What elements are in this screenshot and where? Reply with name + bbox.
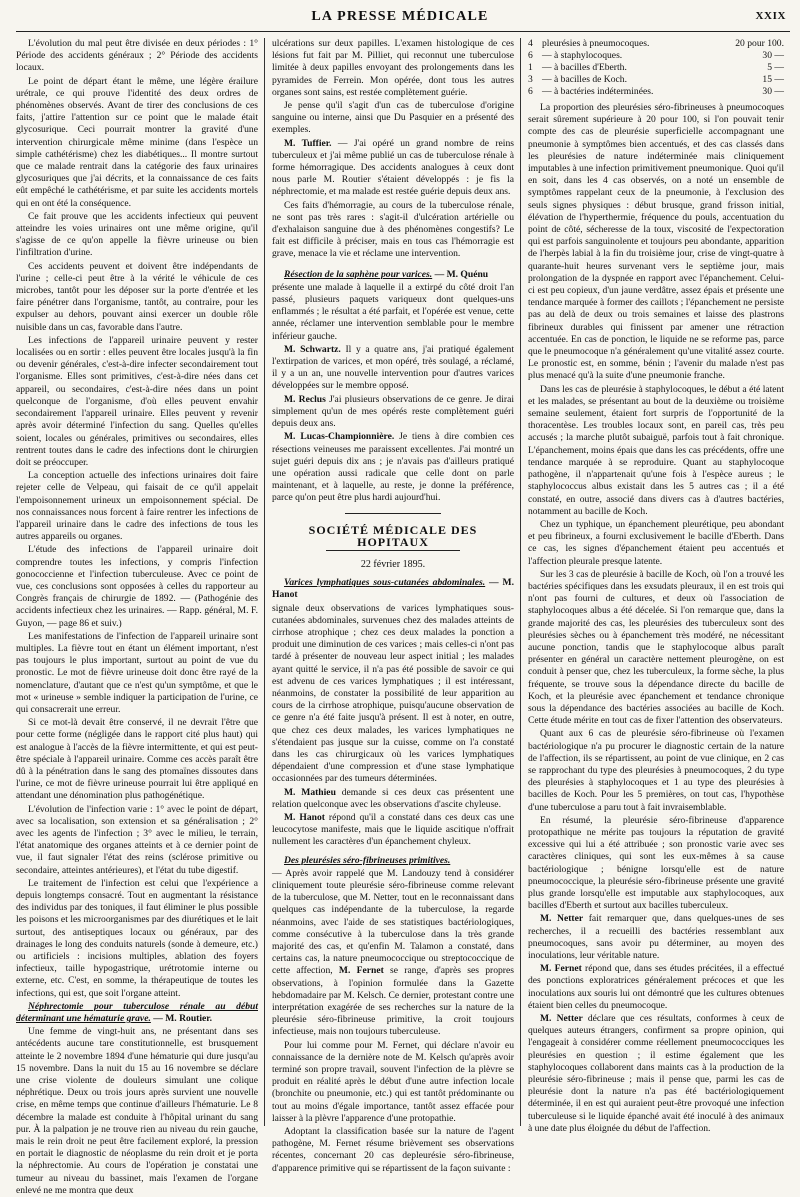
stats-label: — à bacilles d'Eberth. (542, 62, 627, 73)
paragraph (272, 787, 514, 811)
page-number: XXIX (755, 10, 786, 22)
stats-label: pleurésies à pneumocoques. (542, 38, 650, 49)
section-heading: Néphrectomie pour tuberculose rénale au début déterminant une hématurie grave. — M. Routier. (16, 1000, 258, 1025)
speech-text: demande si ces deux cas présentent une relation quelconque avec les observations d'ascite chyleuse. (272, 786, 514, 810)
stats-count: 3 (528, 74, 533, 85)
stats-count: 6 (528, 86, 533, 97)
stats-label: — à bactéries indéterminées. (542, 86, 654, 97)
paragraph: Le point de départ étant le même, une légère érailure urétrale, ce qui prouve l'identité des deux ordres de phénomènes observés. Avant de tirer des conclusions de ces faits, j'attire l'attention sur ce point que le malade était glycosurique. Ceci pourrait montrer la gravité d'une intervention chirurgicale même minime (dans l'espèce un simple cathétérisme) chez les diabétiques... Il montre surtout que ce malade rentrait dans la catégorie des faux urinaires glycosuriques que j'ai décrits, et la connaissance de ces faits eût empêché le cathétérisme, et par suite les accidents mortels qui en ont été la conséquence. (16, 75, 258, 209)
speech-text: se range, d'après ses propres observations, à l'opinion formulée dans la Gazette hebdomadaire par M. Kelsch. Ce dernier, protestant contre une interprétation exagérée de ses recherches sur la nature de la pleurésie séro-fibrineuse primitive, la croit toujours infectieuse, mais non toujours tuberculeuse. (272, 965, 514, 1038)
column-2 (272, 38, 515, 1174)
speaker-name: M. Mathieu (284, 786, 336, 798)
column-divider (520, 38, 521, 1126)
paragraph: Ce fait prouve que les accidents infectieux qui peuvent atteindre les voies urinaires ont une même origine, qu'il s'agisse de ce qu'on appelle la fièvre urineuse ou bien l'infiltration d'urine. (16, 210, 258, 259)
stats-count: 4 (528, 38, 533, 49)
paragraph (272, 394, 514, 431)
speaker-name: M. Fernet (338, 965, 384, 977)
paragraph (272, 868, 514, 1039)
paragraph: Quant aux 6 cas de pleurésie séro-fibrineuse où l'examen bactériologique n'a pu procurer le diagnostic certain de la nature de l'affection, ils se répartissent, au point de vue clinique, en 2 cas se rapprochant du type des pleurésies à pneumocoques, 2 du type des pleurésies à staphylocoques et 1 au type des pleurésies à bacilles de Koch. Pour les 5 premières, on tout cas, l'hypothèse d'une tuberculose a paru tout à fait invraisemblable. (528, 728, 784, 813)
paragraph (272, 431, 514, 504)
column-3 (528, 38, 784, 1134)
speaker-name: M. Lucas-Championnière. (284, 431, 395, 443)
speaker-name: M. Fernet (540, 963, 582, 975)
speaker-name: M. Netter (540, 1013, 583, 1025)
stats-row (528, 62, 784, 74)
speech-text: déclare que ces résultats, conformes à ceux de quelques auteurs étrangers, confirment sa propre opinion, qui l'engageait à considérer comme réellement pneumococciques les pleurésies en question ; il estime également que les staphylocoques collaborent dans maints cas à la production de la pleurésie séro-fibrineuse ; mais il pense que, parmi les cas de pleurésie dont la nature n'a pas été bactériologiquement déterminée, il en est qui auraient peut-être provoqué une infection tuberculeuse si le liquide épanché avait été inoculé à des animaux à une date plus éloignée du début de l'affection. (528, 1013, 784, 1134)
section-heading: Résection de la saphène pour varices. — M. Quénu (284, 268, 489, 280)
speaker-name: M. Schwartz. (284, 343, 341, 355)
society-name: SOCIÉTÉ MÉDICALE DES HOPITAUX (308, 522, 478, 549)
speech-text: répond qu'il a constaté dans ces deux cas une leucocytose manifeste, mais que le liquide ascitique n'offrait nullement les caractères d'un épanchement chyleux. (272, 811, 514, 848)
stats-percent: 30 — (762, 50, 784, 61)
stats-label: — à staphylocoques. (542, 50, 623, 61)
section-heading (272, 855, 514, 867)
speaker-name: M. Tuffier. (284, 137, 332, 149)
paragraph: Ces faits d'hémorragie, au cours de la tuberculose rénale, ne sont pas très rares : s'agit-il d'ulcération artérielle ou d'exhalaison sanguine due à des phénomènes congestifs? Le fait est difficile à préciser, mais en tous cas l'hémorragie est grave, menace la vie et réclame une intervention. (272, 199, 514, 260)
column-divider (264, 38, 265, 1126)
speaker-name: M. Quénu (446, 268, 489, 280)
paragraph (272, 812, 514, 849)
paragraph: Le traitement de l'infection est celui que l'expérience a depuis longtemps consacré. Tout en augmentant la résistance des individus par des toniques, il faut éliminer le plus possible les poisons et les microorganismes par des diurétiques et le lait surtout, des antiseptiques locaux ou généraux, par des drainages le long des conduits naturels (sonde à demeure, etc.) ou artificiels : incisions multiples, ablation des foyers infectieux, taille hypogastrique, urétrotomie interne ou externe, etc. C'est, en somme, la thérapeutique de toutes les infections, qui est, que soit l'organe atteint. (16, 877, 258, 999)
paragraph: Chez un typhique, un épanchement pleurétique, peu abondant et peu fibrineux, a fourni exclusivement le bacille d'Eberth. Dans ce cas, les signes d'épanchement étaient peu accentués et l'affection pleurale presque latente. (528, 518, 784, 567)
paragraph: La proportion des pleurésies séro-fibrineuses à pneumocoques serait sûrement supérieure à 20 pour 100, si l'on pouvait tenir compte des cas de pleurésie superficielle accompagnant une pneumonie à symptômes bien accentués, et des cas classés dans les pleurésies de nature indéterminée mais cliniquement imputables à une infection primitivement pneumonique. Quoi qu'il en soit, dans les 4 cas observés, on a noté un ensemble de symptômes rappelant ceux de la pneumonie, à l'exclusion des seuls signes physiques : début brusque, grand frisson initial, élévation de l'hyperthermie, fréquence du pouls, accentuation du point de côté, sécheresse de la toux, viscosité de l'expectoration qui est parfois sanguinolente et toujours peu abondante, apparition de l'herpès labial à la fin du troisième jour, crise de vingt-quatre à quarante-huit heures survenant vers le septième jour, mais prolongation de la dyspnée en rapport avec l'épanchement. Celui-ci est peu copieux, d'un jaune verdâtre, assez épais et présente une tendance marquée à former des caillots ; l'épanchement ne persiste pas au delà de deux ou trois semaines et laisse des plastrons fibrineux durables qui finissent par amener une rétraction accentuée. En cas de ponction, le liquide ne se reforme pas, parce que le pneumocoque n'a généralement qu'une vitalité assez courte. Le pronostic est, en somme, bénin ; l'avenir du malade n'est pas plus menacé qu'à la suite d'une pneumonie franche. (528, 102, 784, 382)
paragraph: Ces accidents peuvent et doivent être indépendants de l'urine ; celle-ci peut être à la vérité le véhicule de ces microbes, tantôt pour les déposer sur la porte d'entrée et les faire pénétrer dans l'organisme, tantôt, au contraire, pour les expulser au dehors, pouvant ainsi exercer un double rôle nuisible dans un cas, favorable dans l'autre. (16, 260, 258, 333)
speech-text: fait remarquer que, dans quelques-unes de ses recherches, il a recueilli des bactéries ressemblant aux pneumocoques, sans avoir pu déterminer, au moyen des inoculations, leur véritable nature. (528, 913, 784, 962)
stats-count: 6 (528, 50, 533, 61)
speaker-name: M. Hanot (284, 811, 325, 823)
paragraph (272, 138, 514, 199)
section-title: Varices lymphatiques sous-cutanées abdominales. (284, 577, 486, 589)
speaker-name: M. Netter (540, 913, 584, 925)
speech-text: — Après avoir rappelé que M. Landouzy tend à considérer cliniquement toute pleurésie séro-fibrineuse comme relevant de la tuberculose, que M. Netter, tout en le reconnaissant dans quelques cas indépendante de la tuberculose, la regarde néanmoins, avec l'aide de ses statistiques bactériologiques, comme consécutive à la tuberculose dans la très grande majorité des cas, et qu'enfin M. Talamon a constaté, dans certains cas, la nature pneumococcique ou streptococcique de cette affection, (272, 867, 514, 977)
section-title: Néphrectomie pour tuberculose rénale au début déterminant une hématurie grave. (16, 1000, 258, 1025)
paragraph: Les infections de l'appareil urinaire peuvent y rester localisées ou en sortir : elles peuvent être locales jusqu'à la fin ou devenir générales, c'est-à-dire infecter secondairement tout l'organisme. Elles sont primitives, c'est-à-dire nées dans cet appareil, ou secondaires, c'est-à-dire nées dans un point quelconque de l'organisme, d'où elles peuvent envahir secondairement l'appareil urinaire. Elles peuvent y revenir après avoir déterminé l'infection du sang. Quelles qu'elles soient, locales ou générales, primitives ou secondaires, elles rentrent toutes dans le cadre des infections dont le chirurgien doit se préoccuper. (16, 334, 258, 468)
paragraph: Adoptant la classification basée sur la nature de l'agent pathogène, M. Fernet résume brièvement ses observations récentes, concernant 20 cas depleurésie séro-fibrineuse, d'apparence primitive qui se répartissent de la façon suivante : (272, 1126, 514, 1174)
header-rule (16, 31, 790, 32)
separator-rule (326, 550, 459, 551)
speech-text: répond que, dans ses études précitées, il a effectué des ponctions exploratrices généralement précoces et que les inoculations aux souris lui ont démontré que les cultures obtenues étaient bien celles du pneumocoque. (528, 963, 784, 1011)
speaker-name: M. Routier. (165, 1013, 213, 1025)
paragraph (528, 913, 784, 962)
paragraph: Je pense qu'il s'agit d'un cas de tuberculose d'origine sanguine ou interne, ainsi que Du Pasquier en a présenté des exemples. (272, 100, 514, 136)
paragraph: Une femme de vingt-huit ans, ne présentant dans ses antécédents aucune tare constitutionnelle, est brusquement atteinte le 2 novembre 1894 d'une hématurie qui dure jusqu'au 15 novembre. Dans la nuit du 15 au 16 novembre se déclare une crise violente de douleurs simulant une colique néphrétique. Deux ou trois jours après survient une nouvelle crise, en même temps que continue d'ailleurs l'hématurie. Le 8 décembre la malade est conduite à l'hôpital urinant du sang pur. À la palpation je ne trouve rien au niveau du rein gauche, mais le rein droit ne peut être facilement exploré, la pression en portait le diagnostic de néoplasme du rein droit et je porta la néphrectomie. Au cours de l'opération je constatai une tumeur au niveau du bassinet, mais l'examen de l'organe enlevé ne me montra que deux (16, 1026, 258, 1196)
paragraph: Les manifestations de l'infection de l'appareil urinaire sont multiples. La fièvre tout en étant un élément important, n'est pas toujours le plus important, surtout au point de vue du pronostic. Le mot de fièvre urineuse doit donc être rayé de la nomenclature, d'autant que ce n'est qu'un symptôme, et que le mot « urineuse » semble indiquer la participation de l'urine, ce qui consacrerait une erreur. (16, 630, 258, 715)
speaker-name: M. Hanot (272, 577, 515, 601)
paragraph: En résumé, la pleurésie séro-fibrineuse d'apparence protopathique ne mérite pas toujours la réputation de gravité excessive qui lui a été attribuée ; son pronostic varie avec ses caractères cliniques, qui sont les eux-mêmes à sa cause bactériologique ; bénigne lorsqu'elle est de nature pneumococcique, la pleurésie séro-fibrineuse présente une gravité plus grande lorsqu'elle est imputable aux staphylocoques, aux bacilles d'Eberth et surtout aux bacilles tuberculeux. (528, 814, 784, 912)
stats-percent: 30 — (762, 86, 784, 97)
paragraph: L'évolution de l'infection varie : 1° avec le point de départ, avec sa localisation, son extension et sa généralisation ; 2° avec les agents de l'infection ; 3° avec le milieu, le terrain, l'état anatomique des organes atteints et à ce dernier point de vue, il faut signaler l'état des reins (sclérose primitive ou secondaire, atteintes antérieures), et l'état du tube digestif. (16, 803, 258, 876)
section-title: Résection de la saphène pour varices. (284, 268, 433, 280)
speech-text: — J'ai opéré un grand nombre de reins tuberculeux et j'ai même publié un cas de tuberculose rénale à forme hémorragique. Des accidents analogues à ceux dont nous parle M. Routier s'étaient développés : je fis la néphrectomie, et ma malade est restée guérie depuis deux ans. (272, 137, 514, 198)
speech-text: Je tiens à dire combien ces résections veineuses me paraissent excellentes. J'ai montré un sujet guéri depuis dix ans ; je n'avais pas d'ailleurs pratiqué une opération aussi radicale que celle dont on parle maintenant, et à laquelle, au reste, je donne la préférence, parce qu'on peut être plus hardi aujourd'hui. (272, 431, 515, 504)
paragraph: L'étude des infections de l'appareil urinaire doit comprendre toutes les infections, y compris l'infection gonococcienne et l'infection tuberculeuse. Avec ce point de vue, ces conclusions sont opposées à celles du rapporteur au Congrès français de chirurgie de 1892. — (Pathogénie des accidents infectieux chez les urinaires. — Rapp. général, M. F. Guyon, — page 86 et suiv.) (16, 544, 258, 629)
paragraph: Sur les 3 cas de pleurésie à bacille de Koch, où l'on a trouvé les bactéries spécifiques dans les exsudats pleuraux, il en est trois qui n'ont pas fourni de cultures, et deux où l'association de staphylocoques albus a été décelée. Si l'on remarque que, dans la grande majorité des cas, les pleurésies des tuberculeux sont des pleurésies sèches ou à épanchement très modéré, ne nécessitant aucune ponction, tandis que le staphylocoque albus paraît présenter en général un caractère nettement pleurogène, on est conduit à penser que, chez les tuberculeux, la forme sèche, la plus fréquente, se trouve sous la dépendance directe du bacille de Koch, et la pleurésie avec épanchement et tendance chronique sous la dépendance des bactéries associées au bacille de Koch. Cette étude mérite en tout cas de fixer l'attention des observateurs. (528, 568, 784, 727)
paragraph: ulcérations sur deux papilles. L'examen histologique de ces lésions fut fait par M. Pilliet, qui reconnut une tuberculose limitée à deux papilles envoyant des prolongements dans les pyramides de Ferrein. Mon opérée, dont tous les autres organes sont sains, est restée complètement guérie. (272, 38, 514, 98)
speech-text: J'ai plusieurs observations de ce genre. Je dirai simplement qu'un de mes opérés reste complètement guéri depuis deux ans. (272, 393, 514, 430)
paragraph: Pour lui comme pour M. Fernet, qui déclare n'avoir eu connaissance de la dernière note de M. Kelsch qu'après avoir terminé son propre travail, souvent l'infection de la plèvre se produit en réalité après le début d'une autre infection locale (bronchite ou pneumonie, etc.) qui est tantôt prédominante ou tout au moins d'égale importance, tantôt assez effacée pour laisser à la plèvre l'apparence d'une protopathie. (272, 1039, 514, 1124)
section-title: Des pleurésies séro-fibrineuses primitives. (284, 854, 451, 866)
stats-percent: 5 — (767, 62, 784, 73)
speaker-name: M. Reclus (284, 393, 326, 405)
section-heading: Varices lymphatiques sous-cutanées abdominales. — M. Hanot (272, 577, 515, 601)
paragraph: signale deux observations de varices lymphatiques sous-cutanées abdominales, survenues chez des malades atteints de cirrhose atrophique ; chez ces deux malades la ponction a produit une diminution de ces varices ; mais celles-ci n'ont pas tardé à présenter de nouveau leur aspect initial ; les malades ayant quitté le service, il n'a pas été possible de savoir ce qui est advenu de ces varices lymphatiques ; il est intéressant, néanmoins, de constater la possibilité de leur apparition au cours de la cirrhose atrophique, puisqu'aucune observation de ce genre n'a été faite jusqu'à présent. Il est à noter, en outre, que chez ces deux malades, les varices lymphatiques ne s'étendaient pas jusque sur la cuisse, comme on l'a constaté dans les cas chirurgicaux où les varices lymphatiques dépendaient d'une compression et d'une stase lymphatique occasionnées par des tumeurs déterminées. (272, 602, 514, 785)
paragraph: La conception actuelle des infections urinaires doit faire rejeter celle de Velpeau, qui faisait de ce qu'il appelait l'empoisonnement urineux un empoisonnement spécial. De nos connaissances nous forcent à faire rentrer les infections de l'appareil urinaire dans le cadre des infections de tous les autres appareils ou organes. (16, 470, 258, 543)
paragraph (272, 344, 514, 393)
stats-row (528, 38, 784, 50)
paragraph: L'évolution du mal peut être divisée en deux périodes : 1° Période des accidents généraux ; 2° Période des accidents locaux. (16, 38, 258, 74)
statistics-table (528, 38, 784, 98)
stats-percent: 20 pour 100. (735, 38, 784, 49)
page-header (0, 0, 800, 32)
stats-row (528, 86, 784, 98)
speech-text: Il y a quatre ans, j'ai pratiqué également l'extirpation de varices, et mon opéré, très soulagé, a réclamé, il y a un an, une nouvelle intervention pour d'autres varices développées sur le membre opposé. (272, 343, 514, 392)
paragraph: Si ce mot-là devait être conservé, il ne devrait l'être que pour cette forme (négligée dans le rapport cité plus haut) qui est analogue à l'accès de la fièvre intermittente, et qui est peut-être spéciale à l'appareil urinaire. Comme ces accès paraît être dû à la pénétration dans le sang des ptomaïnes dissoutes dans l'urine, ce mot de fièvre urineuse pourrait lui être appliqué en attendant une dénomination plus pathogénétique. (16, 717, 258, 802)
separator-rule (345, 513, 442, 514)
stats-row (528, 50, 784, 62)
paragraph (528, 963, 784, 1012)
column-1 (16, 38, 258, 1196)
stats-count: 1 (528, 62, 533, 73)
paragraph: présente une malade à laquelle il a extirpé du côté droit l'an passé, plusieurs paquets variqueux dont quelques-uns enflammés ; le résultat a été parfait, et l'opérée est venue, cette année, réclamer une intervention semblable pour le membre inférieur gauche. (272, 281, 514, 342)
meeting-date: 22 février 1895. (360, 558, 426, 570)
stats-label: — à bacilles de Koch. (542, 74, 627, 85)
journal-title: LA PRESSE MÉDICALE (311, 9, 489, 24)
paragraph (528, 1013, 784, 1135)
stats-row (528, 74, 784, 86)
stats-percent: 15 — (762, 74, 784, 85)
paragraph: Dans les cas de pleurésie à staphylocoques, le début a été latent et les malades, se présentant au bout de la deuxième ou troisième semaine seulement, étaient fort surpris de l'opportunité de la thoracentèse. Les troubles locaux sont, en pareil cas, très peu accusés ; la marche plutôt subaiguë, parfois tout à fait chronique. L'épanchement, moins épais que dans les cas précédents, offre une tendance marquée à se reproduire. Quant au staphylocoque pathogène, il n'appartenait qu'une fois à l'espèce aureus ; le staphylococcus albus existait dans les 5 autres cas ; il a été constaté, en outre, associé dans divers cas à d'autres bactéries, notamment au bacille de Koch. (528, 383, 784, 517)
